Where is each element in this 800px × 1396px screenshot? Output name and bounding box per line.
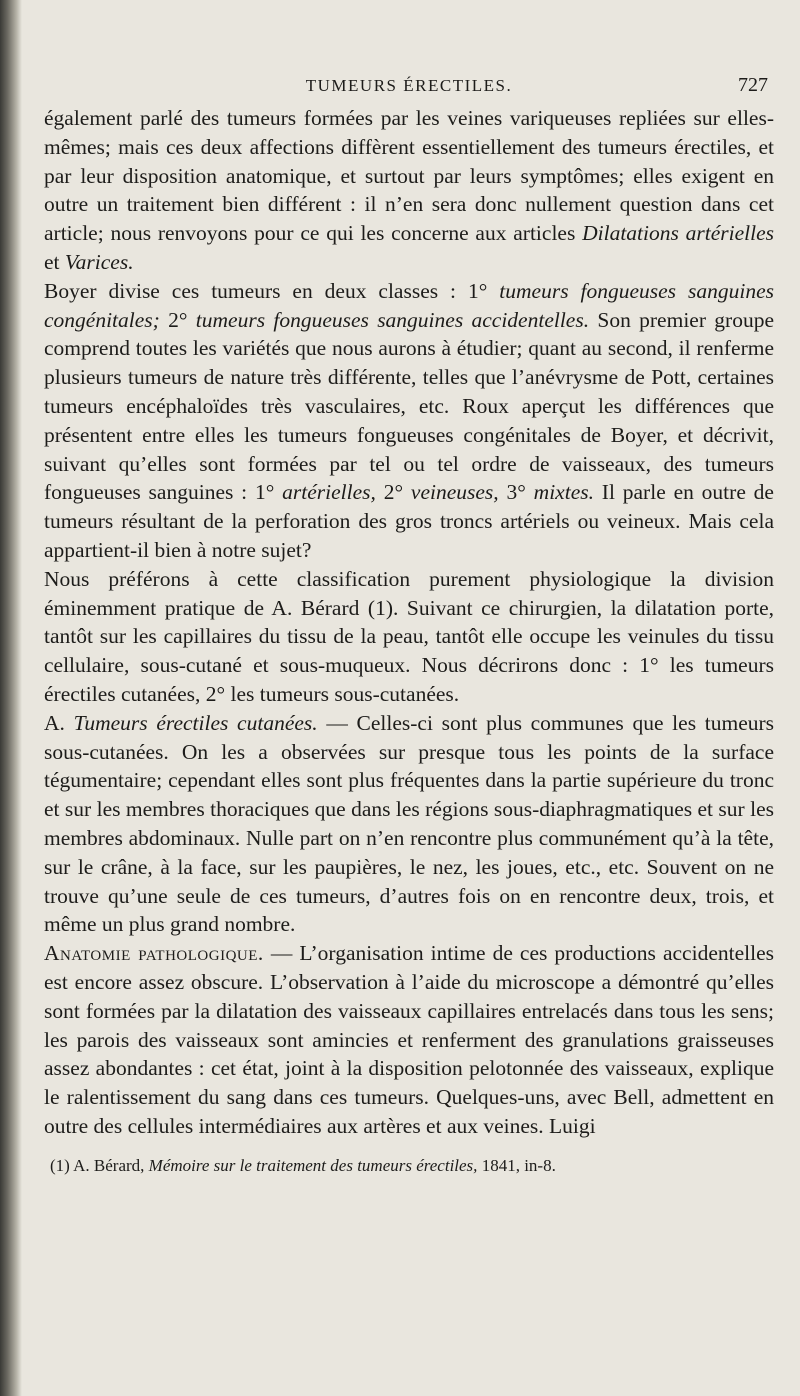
text-run: 2°	[375, 480, 411, 505]
text-run: et	[44, 249, 65, 274]
italic-text: Tumeurs érectiles cutanées.	[73, 710, 318, 735]
section-heading: Anatomie pathologique.	[44, 941, 264, 966]
body-text	[44, 104, 774, 1141]
paragraph	[44, 939, 774, 1141]
paragraph	[44, 565, 774, 709]
text-run: — L’organisation intime de ces productions accidentelles est encore assez obscure. L’observation à l’aide du microscope a démontré qu’elles sont formées par la dilatation des vaisseaux capillaires entrelacés dans tous les sens; les parois des vaisseaux sont amincies et renferment des granulations graisseuses assez abondantes : cet état, joint à la disposition pelotonnée des vaisseaux, explique le ralentissement du sang dans ces tumeurs. Quelques-uns, avec Bell, admettent en outre des cellules intermédiaires aux artères et aux veines. Luigi	[44, 941, 774, 1138]
text-run: Son premier groupe comprend toutes les variétés que nous aurons à étudier; quant au second, il renferme plusieurs tumeurs de nature très différente, telles que l’anévrysme de Pott, certaines tumeurs encéphaloïdes très vasculaires, etc. Roux aperçut les différences que présentent entre elles les tumeurs fongueuses congénitales de Boyer, et décrivit, suivant qu’elles sont formées par tel ou tel ordre de vaisseaux, des tumeurs fongueuses sanguines : 1°	[44, 307, 774, 505]
page-number: 727	[738, 74, 768, 96]
footnote-author: A. Bérard,	[69, 1155, 149, 1175]
book-page	[44, 0, 774, 1396]
paragraph	[44, 709, 774, 939]
text-run: A.	[44, 710, 74, 735]
text-run: Boyer divise ces tumeurs en deux classes : 1°	[44, 278, 500, 303]
text-run: 3°	[498, 480, 534, 505]
italic-text: mixtes.	[533, 480, 594, 505]
page-header	[44, 66, 774, 110]
paragraph	[44, 104, 774, 277]
paragraph	[44, 277, 774, 565]
text-run: également parlé des tumeurs formées par les veines variqueuses repliées sur elles-mêmes; mais ces deux affections diffèrent essentiellement des tumeurs érectiles, et par leur disposition anatomique, et surtout par leurs symptômes; elles exigent en outre un traitement bien différent : il n’en sera donc nullement question dans cet article; nous renvoyons pour ce qui les concerne aux articles	[44, 106, 774, 246]
book-binding-edge	[0, 0, 22, 1396]
italic-text: Dilatations artérielles	[582, 221, 774, 246]
italic-text: tumeurs fongueuses sanguines congénitales;	[44, 278, 774, 332]
footnote-details: 1841, in-8.	[477, 1155, 556, 1175]
italic-text: artérielles,	[282, 480, 376, 505]
footnote-title: Mémoire sur le traitement des tumeurs érectiles,	[148, 1155, 478, 1175]
text-run: Il parle en outre de tumeurs résultant de la perforation des gros troncs artériels ou veineux. Mais cela appartient-il bien à notre sujet?	[44, 480, 774, 562]
text-run: 2°	[159, 307, 196, 332]
footnote	[44, 1155, 774, 1177]
running-head: TUMEURS ÉRECTILES.	[305, 76, 513, 95]
italic-text: veineuses,	[410, 480, 499, 505]
text-run: Nous préférons à cette classification purement physiologique la division éminemment pratique de A. Bérard (1). Suivant ce chirurgien, la dilatation porte, tantôt sur les capillaires du tissu de la peau, tantôt elle occupe les veinules du tissu cellulaire, sous-cutané et sous-muqueux. Nous décrirons donc : 1° les tumeurs érectiles cutanées, 2° les tumeurs sous-cutanées.	[44, 566, 774, 706]
italic-text: Varices.	[64, 249, 134, 274]
footnote-marker: (1)	[50, 1155, 70, 1175]
text-run: — Celles-ci sont plus communes que les tumeurs sous-cutanées. On les a observées sur presque tous les points de la surface tégumentaire; cependant elles sont plus fréquentes dans la partie supérieure du tronc et sur les membres thoraciques que dans les régions sous-diaphragmatiques et sur les membres abdominaux. Nulle part on n’en rencontre plus communément qu’à la tête, sur le crâne, à la face, sur les paupières, le nez, les joues, etc., etc. Souvent on ne trouve qu’une seule de ces tumeurs, d’autres fois on en rencontre deux, trois, et même un plus grand nombre.	[44, 710, 775, 937]
italic-text: tumeurs fongueuses sanguines accidentelles.	[195, 307, 590, 332]
